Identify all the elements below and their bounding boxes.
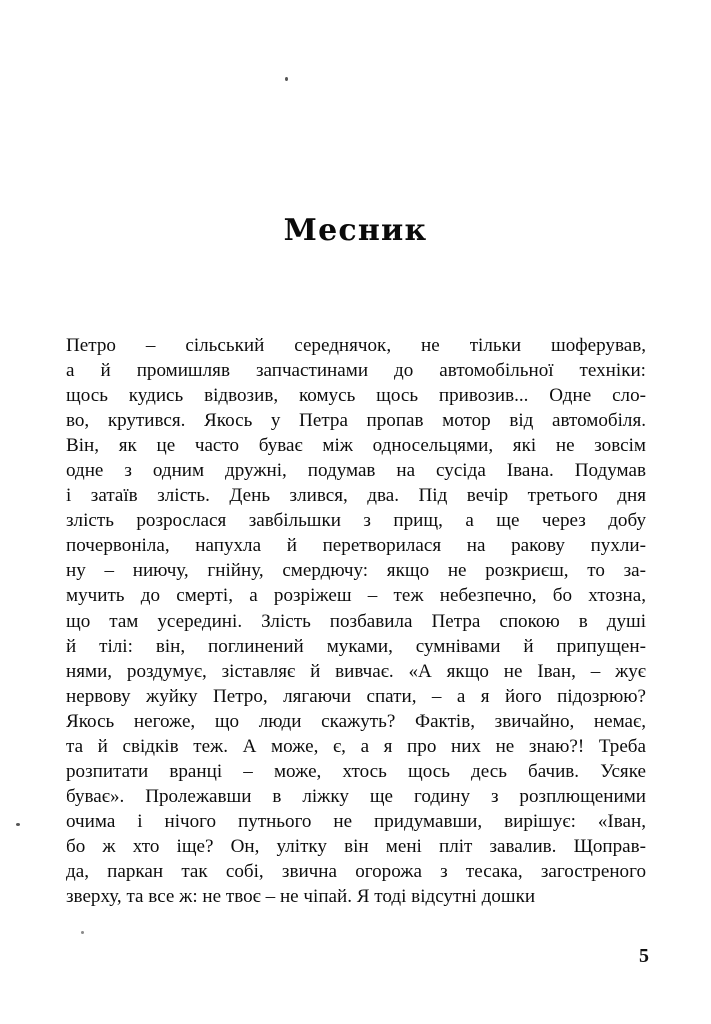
text-line-content: одне з одним дружні, подумав на сусіда Івана. Подумав bbox=[66, 460, 646, 482]
text-line bbox=[66, 684, 646, 709]
text-line bbox=[66, 884, 646, 909]
text-line-content: розпитати вранці – може, хтось щось десь бачив. Усяке bbox=[66, 760, 646, 782]
text-line-content: й тілі: він, поглинений муками, сумнівами й припущен- bbox=[66, 635, 646, 657]
text-line-content: во, крутився. Якось у Петра пропав мотор від автомобіля. bbox=[66, 410, 646, 432]
text-line-content: зверху, та все ж: не твоє – не чіпай. Я тоді відсутні дошки bbox=[66, 886, 536, 908]
text-line bbox=[66, 583, 646, 608]
text-line-content: почервоніла, напухла й перетворилася на ракову пухли- bbox=[66, 535, 646, 557]
text-line bbox=[66, 483, 646, 508]
text-line-content: Якось негоже, що люди скажуть? Фактів, звичайно, немає, bbox=[66, 710, 646, 732]
text-line-content: що там усередині. Злість позбавила Петра спокою в душі bbox=[66, 610, 646, 632]
paragraph bbox=[66, 333, 646, 909]
text-line-content: а й промишляв запчастинами до автомобільної техніки: bbox=[66, 360, 646, 382]
text-line-content: мучить до смерті, а розріжеш – теж небезпечно, бо хтозна, bbox=[66, 585, 646, 607]
text-line bbox=[66, 433, 646, 458]
text-line bbox=[66, 734, 646, 759]
text-line bbox=[66, 759, 646, 784]
chapter-title: Месник bbox=[283, 213, 428, 249]
text-line bbox=[66, 408, 646, 433]
text-line bbox=[66, 533, 646, 558]
page-number: 5 bbox=[639, 945, 649, 967]
text-line-content: та й свідків теж. А може, є, а я про них не знаю?! Треба bbox=[66, 735, 646, 757]
text-line-content: і затаїв злість. День злився, два. Під вечір третього дня bbox=[66, 485, 646, 507]
text-line bbox=[66, 458, 646, 483]
text-line bbox=[66, 609, 646, 634]
text-line bbox=[66, 709, 646, 734]
text-line-content: нервову жуйку Петро, лягаючи спати, – а я його підозрюю? bbox=[66, 685, 646, 707]
body-text-block bbox=[66, 333, 646, 909]
text-line-content: щось кудись відвозив, комусь щось привозив... Одне сло- bbox=[66, 385, 646, 407]
text-line-content: злість розрослася завбільшки з прищ, а ще через добу bbox=[66, 510, 646, 532]
text-line bbox=[66, 659, 646, 684]
text-line bbox=[66, 383, 646, 408]
scan-speck-bottom-margin bbox=[81, 931, 84, 934]
scan-speck-left-margin bbox=[16, 823, 20, 826]
text-line-content: бо ж хто іще? Он, улітку він мені пліт завалив. Щоправ- bbox=[66, 835, 646, 857]
text-line bbox=[66, 784, 646, 809]
text-line-content: да, паркан так собі, звична огорожа з тесака, загостреного bbox=[66, 860, 646, 882]
text-line bbox=[66, 558, 646, 583]
text-line-content: буває». Пролежавши в ліжку ще годину з розплющеними bbox=[66, 785, 646, 807]
text-line bbox=[66, 859, 646, 884]
text-line bbox=[66, 333, 646, 358]
text-line bbox=[66, 809, 646, 834]
text-line bbox=[66, 834, 646, 859]
scan-speck-top bbox=[285, 77, 288, 81]
text-line-content: очима і нічого путнього не придумавши, вирішує: «Іван, bbox=[66, 810, 646, 832]
text-line-content: Петро – сільський середнячок, не тільки шоферував, bbox=[66, 335, 646, 356]
text-line bbox=[66, 634, 646, 659]
text-line-content: нями, роздумує, зіставляє й вивчає. «А якщо не Іван, – жує bbox=[66, 660, 646, 682]
text-line bbox=[66, 508, 646, 533]
text-line-content: Він, як це часто буває між односельцями, які не зовсім bbox=[66, 435, 646, 457]
text-line-content: ну – ниючу, гнійну, смердючу: якщо не розкриєш, то за- bbox=[66, 560, 646, 582]
text-line bbox=[66, 358, 646, 383]
